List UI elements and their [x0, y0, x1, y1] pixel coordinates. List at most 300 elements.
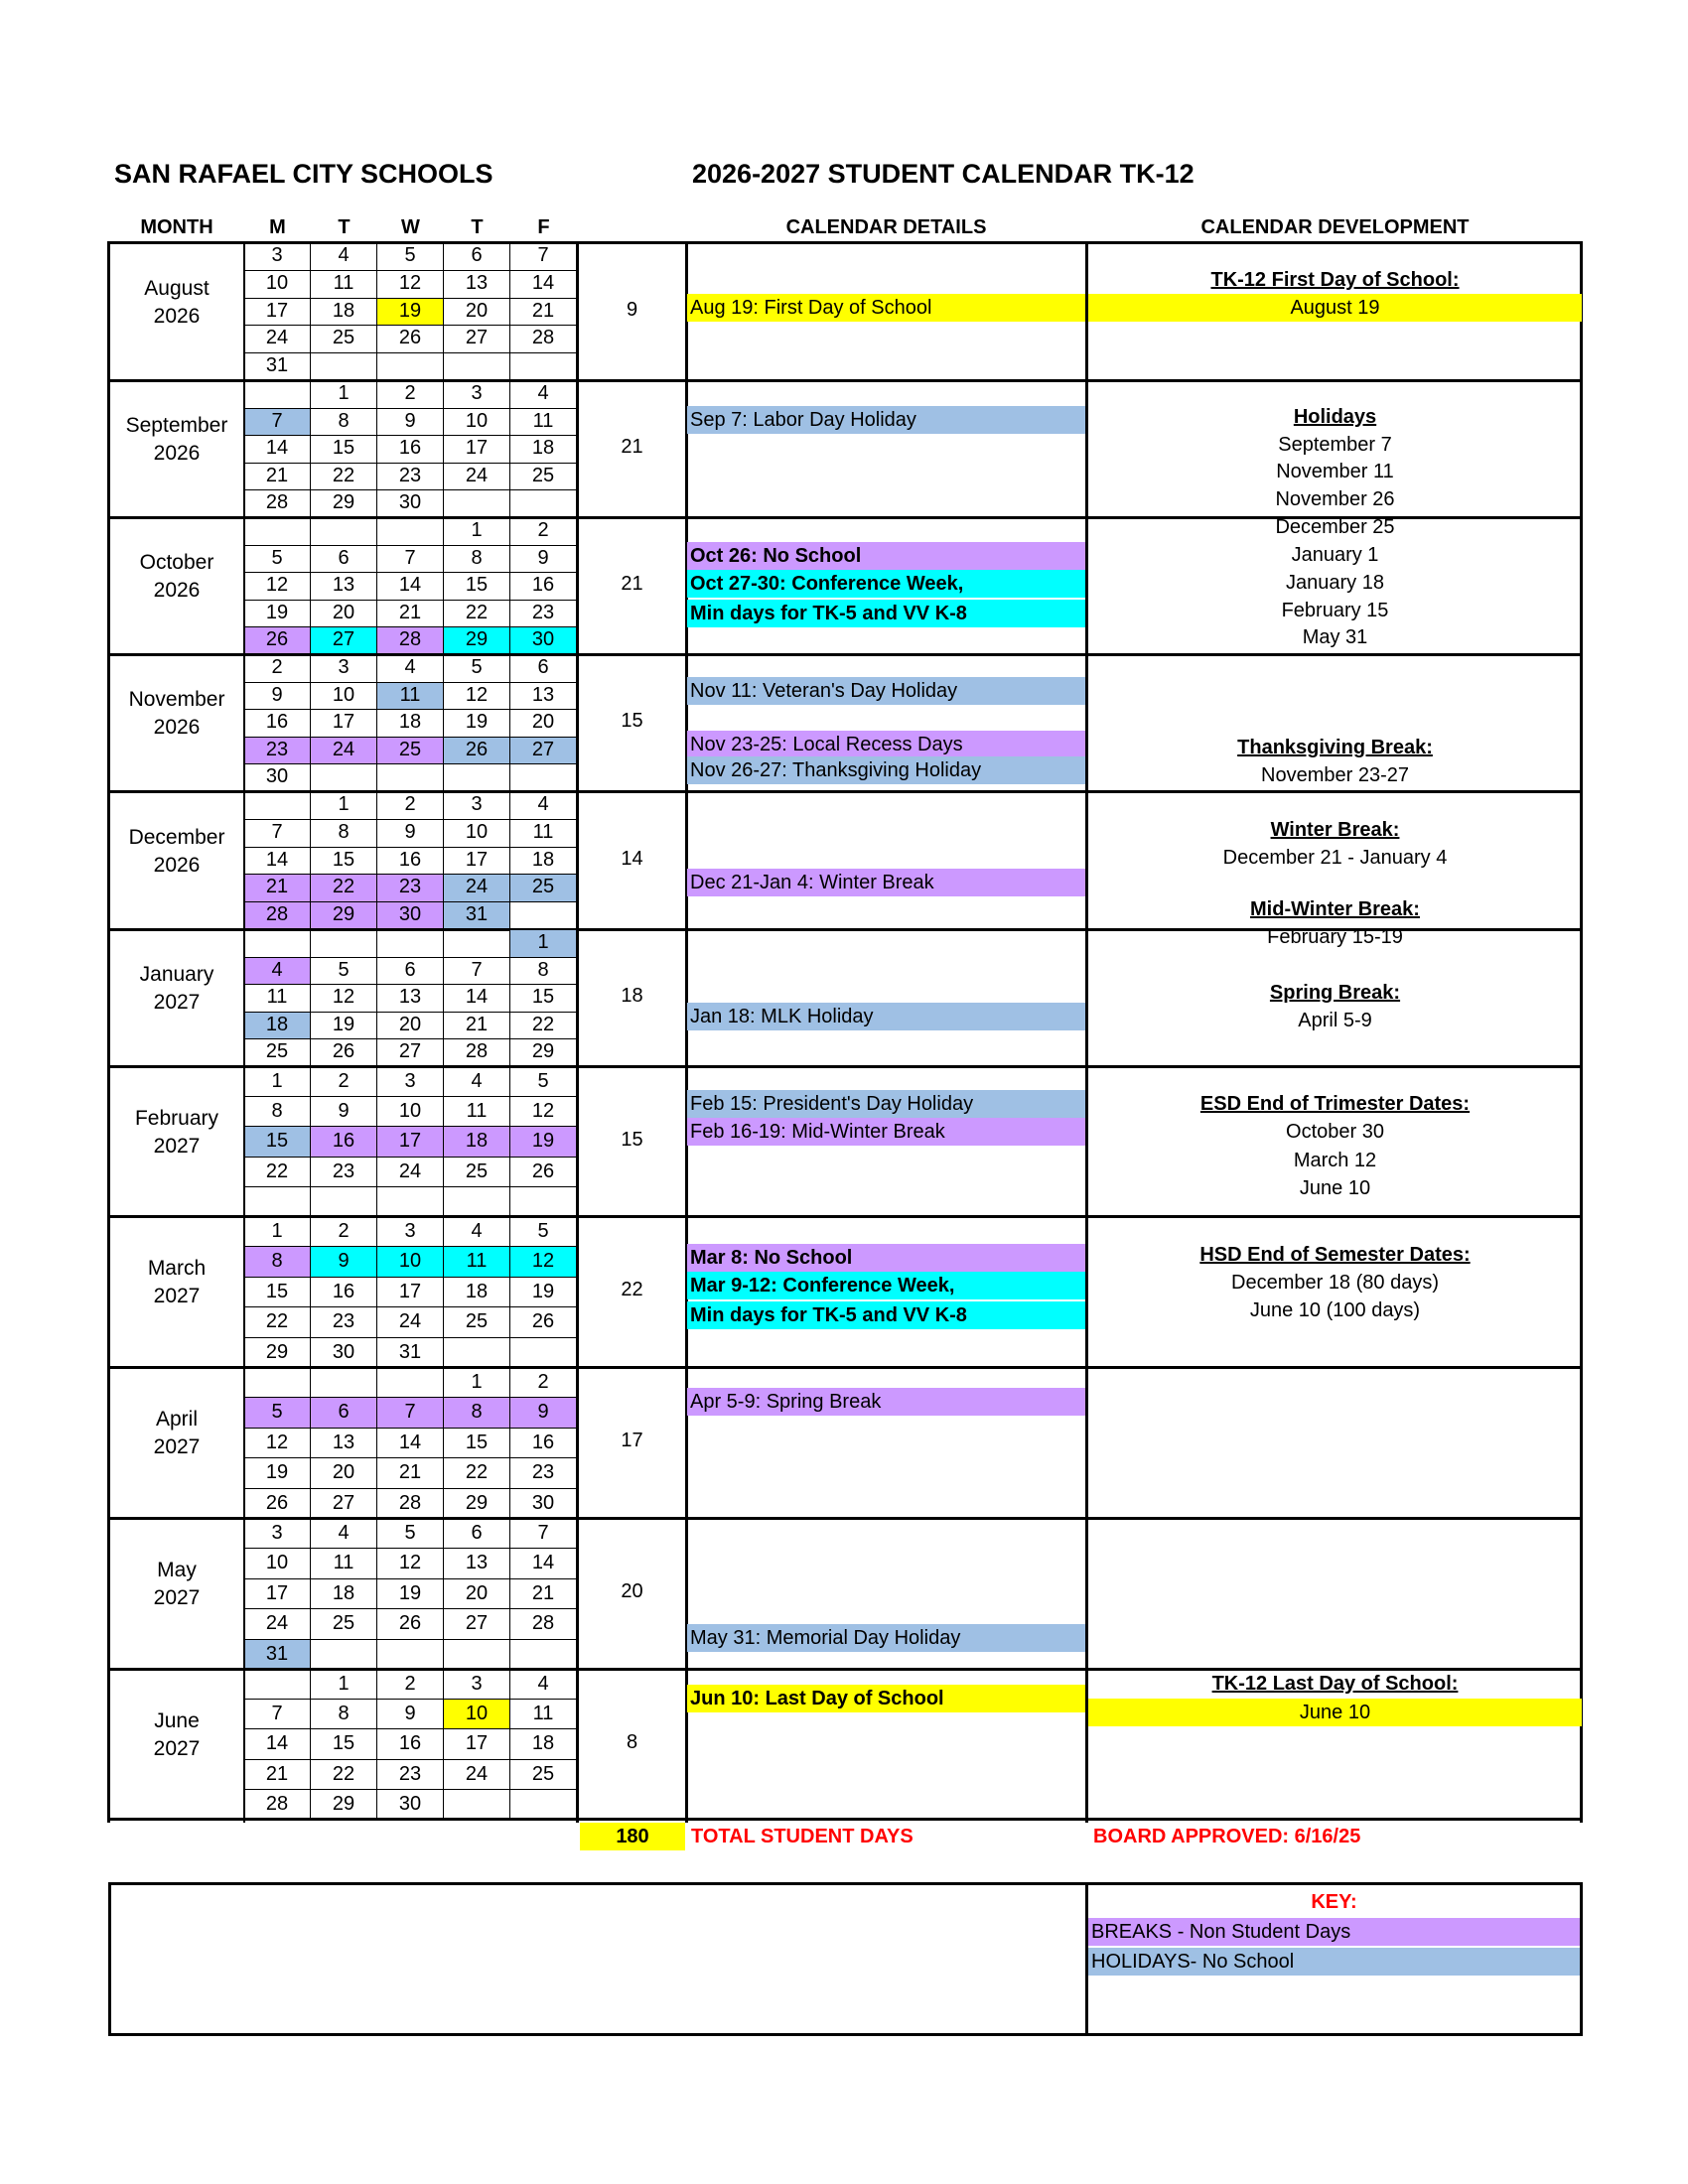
day-cell: 6 — [311, 1398, 377, 1428]
day-cell: 1 — [510, 930, 577, 958]
weekday-header-wed: W — [401, 216, 420, 238]
day-cell — [377, 518, 444, 546]
day-cell: 5 — [377, 1519, 444, 1549]
day-cell: 2 — [377, 381, 444, 409]
day-cell: 16 — [377, 436, 444, 464]
day-cell: 18 — [311, 1579, 377, 1609]
day-cell: 7 — [244, 1700, 311, 1729]
day-cell: 14 — [244, 1729, 311, 1759]
day-cell: 23 — [377, 464, 444, 491]
day-cell: 17 — [444, 848, 510, 876]
day-cell — [311, 353, 377, 381]
month-name: May — [157, 1559, 197, 1581]
day-cell: 30 — [510, 1489, 577, 1519]
day-cell — [510, 1640, 577, 1670]
day-cell: 9 — [377, 409, 444, 437]
day-cell: 14 — [510, 271, 577, 299]
day-cell: 13 — [444, 271, 510, 299]
day-cell: 5 — [311, 958, 377, 986]
detail-entry: Nov 11: Veteran's Day Holiday — [687, 677, 1085, 705]
detail-entry: Nov 23-25: Local Recess Days — [687, 731, 1085, 758]
day-cell: 15 — [444, 573, 510, 601]
detail-entry: Aug 19: First Day of School — [687, 294, 1085, 322]
day-cell: 14 — [510, 1549, 577, 1578]
day-cell: 24 — [244, 326, 311, 353]
day-cell: 11 — [444, 1097, 510, 1127]
day-cell: 5 — [244, 1398, 311, 1428]
school-days-count: 15 — [621, 710, 643, 732]
school-days-count: 8 — [626, 1730, 638, 1753]
day-cell: 11 — [244, 985, 311, 1013]
development-item: November 23-27 — [1261, 764, 1409, 786]
day-cell — [377, 1187, 444, 1217]
day-cell: 27 — [377, 1039, 444, 1067]
month-name: November — [128, 688, 225, 711]
development-item: December 18 (80 days) — [1231, 1272, 1439, 1294]
day-cell: 21 — [244, 875, 311, 902]
day-cell: 11 — [311, 1549, 377, 1578]
day-cell: 8 — [444, 1398, 510, 1428]
day-cell: 11 — [510, 409, 577, 437]
day-cell: 2 — [377, 792, 444, 820]
day-cell: 24 — [444, 464, 510, 491]
day-cell — [311, 1640, 377, 1670]
day-cell: 25 — [244, 1039, 311, 1067]
day-cell: 9 — [510, 546, 577, 574]
day-cell: 27 — [311, 627, 377, 655]
detail-entry: Dec 21-Jan 4: Winter Break — [687, 869, 1085, 896]
day-cell: 26 — [311, 1039, 377, 1067]
month-label — [109, 549, 244, 605]
development-item: June 10 (100 days) — [1249, 1299, 1421, 1321]
month-label — [109, 824, 244, 880]
day-cell: 9 — [377, 820, 444, 848]
detail-entry: Apr 5-9: Spring Break — [687, 1388, 1085, 1416]
day-cell: 3 — [377, 1217, 444, 1247]
day-cell: 4 — [311, 1519, 377, 1549]
day-cell: 17 — [377, 1127, 444, 1157]
detail-entry: Sep 7: Labor Day Holiday — [687, 406, 1085, 434]
day-cell: 10 — [244, 1549, 311, 1578]
day-cell: 24 — [311, 738, 377, 765]
development-item: November 11 — [1276, 461, 1394, 482]
day-cell: 20 — [444, 1579, 510, 1609]
day-cell: 12 — [244, 1429, 311, 1458]
day-cell: 9 — [244, 683, 311, 711]
day-cell: 21 — [510, 1579, 577, 1609]
day-cell — [311, 930, 377, 958]
day-cell: 12 — [510, 1247, 577, 1277]
development-heading: Holidays — [1293, 406, 1377, 428]
day-cell: 24 — [377, 1307, 444, 1337]
detail-entry: Jun 10: Last Day of School — [687, 1685, 1085, 1712]
calendar-title: 2026-2027 STUDENT CALENDAR TK-12 — [692, 159, 1195, 189]
day-cell: 5 — [377, 243, 444, 271]
day-cell: 5 — [510, 1067, 577, 1097]
day-cell: 31 — [244, 353, 311, 381]
day-cell: 15 — [311, 848, 377, 876]
day-cell: 1 — [244, 1067, 311, 1097]
month-label — [109, 275, 244, 331]
day-cell: 4 — [510, 792, 577, 820]
grid-line — [107, 241, 110, 1823]
day-cell: 11 — [444, 1247, 510, 1277]
day-cell: 27 — [311, 1489, 377, 1519]
day-cell — [377, 930, 444, 958]
day-cell: 7 — [377, 546, 444, 574]
day-cell: 6 — [444, 243, 510, 271]
detail-entry: May 31: Memorial Day Holiday — [687, 1624, 1085, 1652]
school-days-count: 9 — [626, 298, 638, 321]
day-cell: 18 — [510, 436, 577, 464]
month-label — [109, 961, 244, 1017]
development-heading: HSD End of Semester Dates: — [1199, 1244, 1471, 1266]
day-cell: 5 — [510, 1217, 577, 1247]
day-cell: 11 — [311, 271, 377, 299]
day-cell: 14 — [377, 573, 444, 601]
school-days-count: 20 — [621, 1580, 643, 1602]
day-cell: 10 — [444, 1700, 510, 1729]
day-cell: 12 — [311, 985, 377, 1013]
day-cell: 16 — [510, 573, 577, 601]
school-days-count: 18 — [621, 985, 643, 1007]
day-cell: 4 — [510, 381, 577, 409]
day-cell: 24 — [444, 875, 510, 902]
month-name: October — [139, 551, 214, 574]
day-cell: 1 — [311, 1670, 377, 1700]
development-item: February 15 — [1281, 600, 1389, 621]
detail-entry: Mar 9-12: Conference Week, — [687, 1272, 1085, 1299]
day-cell — [377, 764, 444, 792]
day-cell — [444, 490, 510, 518]
month-year: 2027 — [153, 1134, 201, 1158]
day-cell: 10 — [244, 271, 311, 299]
day-cell: 26 — [510, 1307, 577, 1337]
day-cell: 12 — [244, 573, 311, 601]
day-cell — [444, 1640, 510, 1670]
day-cell: 26 — [377, 1609, 444, 1639]
grid-border — [107, 1818, 1583, 1821]
day-cell: 3 — [244, 1519, 311, 1549]
day-cell — [377, 1368, 444, 1398]
key-title: KEY: — [1311, 1891, 1357, 1913]
month-label — [109, 412, 244, 468]
day-cell: 5 — [444, 655, 510, 683]
day-cell: 19 — [377, 1579, 444, 1609]
day-cell: 30 — [311, 1338, 377, 1368]
day-cell: 16 — [311, 1278, 377, 1307]
development-item: October 30 — [1286, 1121, 1384, 1143]
day-cell: 31 — [244, 1640, 311, 1670]
day-cell: 19 — [510, 1278, 577, 1307]
day-cell: 8 — [311, 1700, 377, 1729]
day-cell: 18 — [244, 1013, 311, 1040]
day-cell: 25 — [444, 1158, 510, 1187]
day-cell: 20 — [311, 601, 377, 628]
day-cell — [444, 353, 510, 381]
day-cell: 13 — [311, 1429, 377, 1458]
day-cell: 8 — [311, 820, 377, 848]
day-cell: 2 — [244, 655, 311, 683]
day-cell: 1 — [444, 1368, 510, 1398]
development-item: September 7 — [1278, 434, 1392, 456]
day-cell: 12 — [510, 1097, 577, 1127]
day-cell: 27 — [510, 738, 577, 765]
day-cell: 3 — [444, 381, 510, 409]
day-cell: 3 — [444, 1670, 510, 1700]
day-cell — [510, 1790, 577, 1820]
day-cell: 13 — [311, 573, 377, 601]
day-cell: 28 — [444, 1039, 510, 1067]
day-cell: 21 — [444, 1013, 510, 1040]
day-cell — [244, 930, 311, 958]
day-cell: 22 — [311, 875, 377, 902]
day-cell: 18 — [444, 1127, 510, 1157]
month-label — [109, 1557, 244, 1612]
day-cell: 4 — [510, 1670, 577, 1700]
day-cell — [377, 1640, 444, 1670]
day-cell: 20 — [377, 1013, 444, 1040]
school-days-count: 14 — [621, 847, 643, 870]
development-heading: Winter Break: — [1270, 819, 1400, 841]
month-label — [109, 686, 244, 742]
day-cell — [244, 518, 311, 546]
day-cell: 21 — [244, 464, 311, 491]
development-heading: Mid-Winter Break: — [1250, 898, 1420, 920]
day-cell: 19 — [444, 710, 510, 738]
day-cell: 16 — [377, 1729, 444, 1759]
day-cell: 23 — [311, 1307, 377, 1337]
day-cell: 24 — [244, 1609, 311, 1639]
day-cell — [444, 930, 510, 958]
day-cell: 15 — [444, 1429, 510, 1458]
day-cell: 6 — [444, 1519, 510, 1549]
detail-entry: Jan 18: MLK Holiday — [687, 1003, 1085, 1030]
day-cell: 28 — [510, 326, 577, 353]
day-cell: 25 — [444, 1307, 510, 1337]
month-year: 2027 — [153, 1736, 201, 1760]
day-cell: 17 — [244, 299, 311, 327]
development-item: August 19 — [1088, 294, 1582, 322]
day-cell — [311, 764, 377, 792]
school-days-count: 21 — [621, 573, 643, 595]
day-cell — [311, 1187, 377, 1217]
day-cell: 17 — [311, 710, 377, 738]
day-cell: 23 — [244, 738, 311, 765]
day-cell: 12 — [377, 271, 444, 299]
day-cell: 1 — [311, 792, 377, 820]
day-cell: 11 — [510, 1700, 577, 1729]
month-name: December — [128, 825, 225, 849]
day-cell: 10 — [444, 409, 510, 437]
month-year: 2026 — [153, 442, 201, 465]
day-cell — [510, 1187, 577, 1217]
day-cell: 2 — [510, 518, 577, 546]
development-item: March 12 — [1293, 1150, 1377, 1171]
day-cell: 29 — [311, 902, 377, 930]
grid-line — [576, 241, 579, 1823]
weekday-header-thu: T — [471, 216, 484, 238]
school-days-count: 21 — [621, 436, 643, 458]
day-cell — [244, 381, 311, 409]
key-breaks: BREAKS - Non Student Days — [1088, 1918, 1580, 1946]
day-cell: 19 — [311, 1013, 377, 1040]
month-year: 2026 — [153, 716, 201, 739]
day-cell — [244, 1187, 311, 1217]
grid-line — [243, 241, 245, 1823]
day-cell: 29 — [311, 490, 377, 518]
detail-entry: Oct 27-30: Conference Week, — [687, 570, 1085, 598]
detail-entry: Nov 26-27: Thanksgiving Holiday — [687, 756, 1085, 784]
day-cell: 19 — [244, 601, 311, 628]
development-item: April 5-9 — [1298, 1010, 1372, 1031]
month-name: February — [134, 1106, 219, 1130]
day-cell: 4 — [377, 655, 444, 683]
day-cell: 2 — [377, 1670, 444, 1700]
day-cell: 14 — [244, 848, 311, 876]
day-cell: 21 — [244, 1760, 311, 1790]
development-heading: Thanksgiving Break: — [1237, 737, 1433, 758]
day-cell — [444, 1338, 510, 1368]
day-cell — [244, 792, 311, 820]
day-cell: 28 — [510, 1609, 577, 1639]
development-heading: TK-12 Last Day of School: — [1211, 1673, 1459, 1695]
day-cell: 7 — [244, 820, 311, 848]
day-cell: 9 — [377, 1700, 444, 1729]
month-year: 2027 — [153, 1285, 201, 1307]
month-name: January — [139, 963, 214, 986]
day-cell: 4 — [444, 1067, 510, 1097]
district-title: SAN RAFAEL CITY SCHOOLS — [114, 159, 493, 189]
day-cell: 30 — [510, 627, 577, 655]
month-name: September — [125, 414, 228, 437]
day-cell: 23 — [377, 875, 444, 902]
day-cell: 4 — [444, 1217, 510, 1247]
month-year: 2027 — [153, 991, 201, 1014]
day-cell: 25 — [510, 875, 577, 902]
month-year: 2027 — [153, 1586, 201, 1609]
day-cell — [244, 1368, 311, 1398]
day-cell: 26 — [244, 627, 311, 655]
day-cell: 10 — [377, 1247, 444, 1277]
grid-line — [685, 241, 688, 1823]
day-cell: 20 — [510, 710, 577, 738]
day-cell: 21 — [377, 1458, 444, 1488]
month-column-header: MONTH — [140, 216, 213, 238]
day-cell: 13 — [377, 985, 444, 1013]
day-cell: 15 — [244, 1278, 311, 1307]
development-item: November 26 — [1275, 488, 1395, 510]
detail-entry: Feb 16-19: Mid-Winter Break — [687, 1118, 1085, 1146]
day-cell: 25 — [510, 464, 577, 491]
month-name: June — [154, 1708, 200, 1732]
detail-entry: Oct 26: No School — [687, 542, 1085, 570]
day-cell — [444, 764, 510, 792]
development-item: June 10 — [1299, 1177, 1371, 1199]
day-cell: 16 — [377, 848, 444, 876]
day-cell: 24 — [377, 1158, 444, 1187]
day-cell: 18 — [311, 299, 377, 327]
month-label — [109, 1707, 244, 1763]
day-cell — [311, 1368, 377, 1398]
school-days-count: 22 — [621, 1279, 643, 1300]
day-cell: 23 — [510, 1458, 577, 1488]
day-cell: 22 — [311, 1760, 377, 1790]
day-cell — [510, 902, 577, 930]
day-cell: 17 — [244, 1579, 311, 1609]
day-cell: 19 — [377, 299, 444, 327]
day-cell: 20 — [444, 299, 510, 327]
development-item: May 31 — [1302, 626, 1368, 648]
day-cell: 18 — [510, 848, 577, 876]
details-column-header: CALENDAR DETAILS — [785, 216, 987, 238]
day-cell: 15 — [244, 1127, 311, 1157]
day-cell: 26 — [510, 1158, 577, 1187]
day-cell: 25 — [311, 1609, 377, 1639]
day-cell: 15 — [311, 1729, 377, 1759]
detail-entry: Mar 8: No School — [687, 1244, 1085, 1272]
day-cell: 22 — [444, 1458, 510, 1488]
day-cell: 3 — [244, 243, 311, 271]
day-cell: 7 — [377, 1398, 444, 1428]
day-cell: 19 — [510, 1127, 577, 1157]
day-cell: 31 — [444, 902, 510, 930]
day-cell: 30 — [377, 1790, 444, 1820]
day-cell: 29 — [510, 1039, 577, 1067]
development-column-header: CALENDAR DEVELOPMENT — [1200, 216, 1470, 238]
day-cell: 22 — [510, 1013, 577, 1040]
day-cell: 26 — [444, 738, 510, 765]
day-cell: 4 — [311, 243, 377, 271]
development-heading: ESD End of Trimester Dates: — [1199, 1093, 1471, 1115]
day-cell: 10 — [311, 683, 377, 711]
month-label — [109, 1406, 244, 1461]
development-item: January 1 — [1291, 544, 1379, 566]
day-cell: 3 — [377, 1067, 444, 1097]
month-name: March — [147, 1257, 207, 1280]
day-cell: 11 — [377, 683, 444, 711]
day-cell: 3 — [444, 792, 510, 820]
day-cell: 7 — [444, 958, 510, 986]
day-cell: 25 — [510, 1760, 577, 1790]
day-cell: 22 — [244, 1307, 311, 1337]
day-cell: 18 — [444, 1278, 510, 1307]
day-cell: 7 — [510, 243, 577, 271]
day-cell: 10 — [444, 820, 510, 848]
day-cell: 29 — [244, 1338, 311, 1368]
day-cell: 2 — [311, 1067, 377, 1097]
day-cell — [444, 1790, 510, 1820]
day-cell: 8 — [311, 409, 377, 437]
day-cell: 30 — [244, 764, 311, 792]
day-cell: 5 — [244, 546, 311, 574]
day-cell: 13 — [444, 1549, 510, 1578]
day-cell — [444, 1187, 510, 1217]
day-cell: 6 — [377, 958, 444, 986]
day-cell: 14 — [244, 436, 311, 464]
day-cell — [244, 1670, 311, 1700]
day-cell: 27 — [444, 1609, 510, 1639]
day-cell — [311, 518, 377, 546]
day-cell: 29 — [311, 1790, 377, 1820]
day-cell: 22 — [244, 1158, 311, 1187]
day-cell: 26 — [244, 1489, 311, 1519]
month-year: 2027 — [153, 1435, 201, 1458]
development-item: December 25 — [1275, 516, 1395, 538]
day-cell: 23 — [311, 1158, 377, 1187]
month-year: 2026 — [153, 853, 201, 877]
detail-entry: Min days for TK-5 and VV K-8 — [687, 1301, 1085, 1329]
